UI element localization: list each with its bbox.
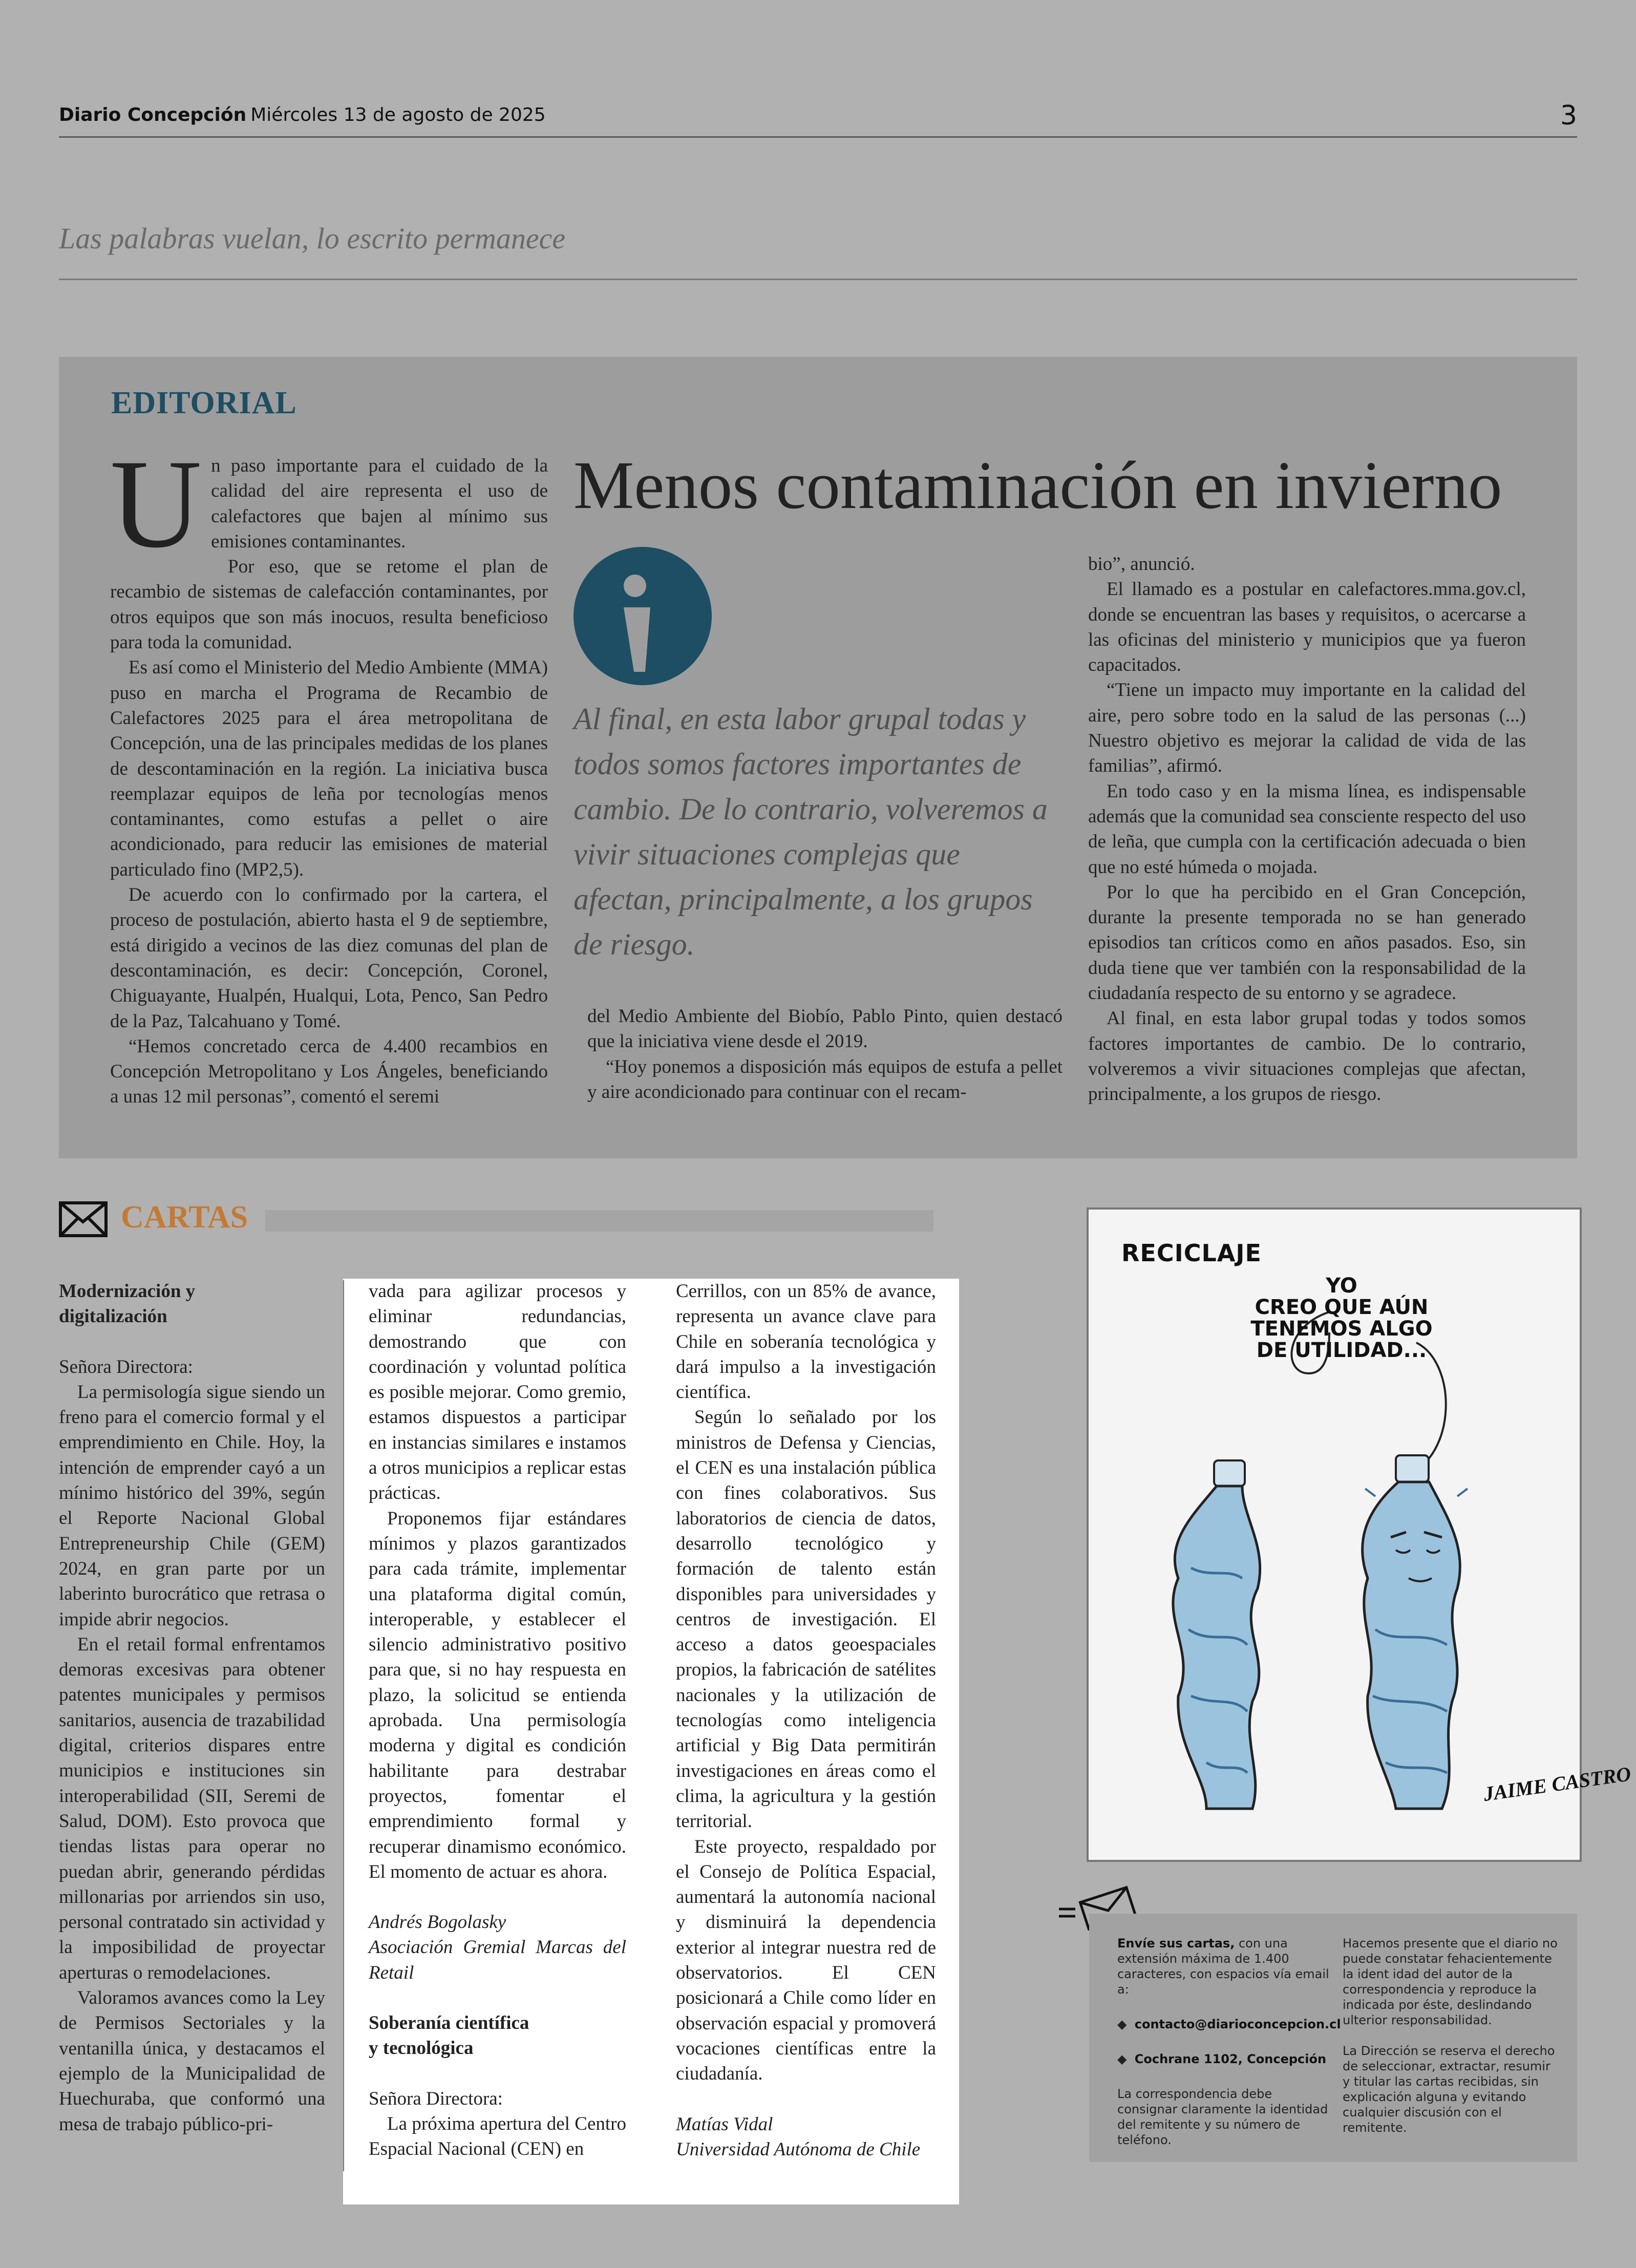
correspondence-note: La correspondencia debe consignar claramente la identidad del remitente y su número de teléfono. xyxy=(1117,2087,1328,2147)
letter-title xyxy=(59,1279,325,1329)
diamond-icon: ◆ xyxy=(1117,2052,1127,2066)
info-i-icon xyxy=(573,544,712,690)
cartas-label: CARTAS xyxy=(121,1200,248,1235)
paragraph: Proponemos fijar estándares mínimos y plazos garantizados para cada trámite, implementar una plataforma digital común, interoperable, y establecer el silencio administrativo positivo para que, si no hay respuesta en plazo, la solicitud se entienda aprobada. Una permisología moderna y digital es condición habilitante para destrabar proyectos, fomentar el emprendimiento formal y recuperar dinamismo económico. El momento de actuar es ahora. xyxy=(369,1508,626,1882)
letter-author: Andrés Bogolasky xyxy=(369,1912,506,1933)
speech-line: TENEMOS ALGO xyxy=(1250,1317,1433,1341)
publication-date: Miércoles 13 de agosto de 2025 xyxy=(250,104,546,125)
contact-address: Cochrane 1102, Concepción xyxy=(1134,2052,1327,2066)
paragraph: El llamado es a postular en calefactores.mma.gov.cl, donde se encuentran las bases y requisitos, o acercarse a las oficinas del ministerio y municipios que ya fueron capacitados. xyxy=(1088,579,1526,676)
editorial-label: EDITORIAL xyxy=(111,386,297,420)
bottle-right xyxy=(1363,1455,1468,1809)
letter-affiliation: Asociación Gremial Marcas del Retail xyxy=(369,1937,626,1983)
paragraph: “Hemos concretado cerca de 4.400 recambios en Concepción Metropolitano y Los Ángeles, beneficiando a unas 12 mil personas”, comentó el seremi xyxy=(110,1035,548,1108)
editorial-column-1 xyxy=(110,433,548,1110)
submission-instructions xyxy=(1117,1936,1341,2148)
paragraph: n paso importante para el cuidado de la calidad del aire representa el uso de calefactores que bajen al mínimo sus emisiones contaminantes. xyxy=(211,455,548,552)
paragraph: Por eso, que se retome el plan de recambio de sistemas de calefacción contaminantes, por otros equipos que son más inocuos, resulta beneficioso para toda la comunidad. xyxy=(110,556,548,653)
editorial-policy xyxy=(1343,1936,1558,2135)
paragraph: bio”, anunció. xyxy=(1088,554,1195,575)
send-heading: Envíe sus cartas, xyxy=(1117,1936,1235,1951)
envelope-icon xyxy=(59,1201,108,1239)
paragraph: En todo caso y en la misma línea, es indispensable además que la comunidad sea consciente respecto del uso de leña, que cumpla con la certificación adecuada o bien que no esté húmeda o mojada. xyxy=(1088,780,1526,878)
paragraph: La próxima apertura del Centro Espacial Nacional (CEN) en xyxy=(369,2113,626,2160)
editorial-title: Menos contaminación en invierno xyxy=(573,447,1502,523)
paragraph: Cerrillos, con un 85% de avance, representa un avance clave para Chile en soberanía tecnológica y dará impulso a la investigación científica. xyxy=(676,1281,936,1403)
salutation: Señora Directora: xyxy=(59,1356,193,1377)
cartoonist-signature: JAIME CASTRO xyxy=(1482,1762,1632,1806)
policy-note: Hacemos presente que el diario no puede constatar fehacientemente la ident idad del autor de la correspondencia y reproduce la indicada por éste, deslindando ulterior responsabilidad. xyxy=(1343,1936,1558,2027)
letter-title-line: y tecnológica xyxy=(369,2038,474,2059)
paragraph: Según lo señalado por los ministros de Defensa y Ciencias, el CEN es una instalación pública con fines colaborativos. Sus laboratorios de ciencia de datos, desarrollo tecnológico y formación de talento están disponibles para universidades y centros de investigación. El acceso a datos geoespaciales propios, la fabricación de satélites nacionales y la utilización de tecnologías como inteligencia artificial y Big Data permitirán investigaciones en áreas como el clima, la agricultura y la gestión territorial. xyxy=(676,1407,936,1832)
publication-name: Diario Concepción xyxy=(59,104,247,125)
letters-column-1 xyxy=(59,1279,325,2137)
letter-author: Matías Vidal xyxy=(676,2113,773,2135)
policy-note: La Dirección se reserva el derecho de seleccionar, extractar, resumir y titular las cartas recibidas, sin explicación alguna y evitando cualquier discusión con el remitente. xyxy=(1343,2044,1555,2135)
paragraph: del Medio Ambiente del Biobío, Pablo Pinto, quien destacó que la iniciativa viene desde el 2019. xyxy=(587,1006,1063,1052)
letters-column-3 xyxy=(676,1279,936,2162)
letter-title-line: Soberanía científica xyxy=(369,2012,529,2034)
speech-line: DE UTILIDAD... xyxy=(1256,1339,1427,1362)
salutation: Señora Directora: xyxy=(369,2088,503,2109)
send-text: con una extensión máxima de 1.400 caracteres, con espacios vía email a: xyxy=(1117,1936,1329,1997)
letter-title-line: digitalización xyxy=(59,1306,167,1327)
page-header xyxy=(59,100,1577,138)
letter-title-line: Modernización y xyxy=(59,1281,196,1302)
diamond-icon: ◆ xyxy=(1117,2017,1127,2031)
paragraph: Al final, en esta labor grupal todas y todos somos factores importantes de cambio. De lo contrario, volveremos a vivir situaciones complejas que afectan, principalmente, a los grupos de riesgo. xyxy=(1088,1008,1526,1105)
paragraph: “Hoy ponemos a disposición más equipos de estufa a pellet y aire acondicionado para continuar con el recam- xyxy=(587,1056,1063,1103)
speech-line: CREO QUE AÚN xyxy=(1255,1296,1429,1319)
speech-line: YO xyxy=(1326,1274,1357,1298)
paragraph: Por lo que ha percibido en el Gran Concepción, durante la presente temporada no se han generado episodios tan críticos como en años pasados. Eso, sin duda tiene que ver también con la responsabilidad de la ciudadanía respecto de su entorno y se agradece. xyxy=(1088,881,1526,1004)
paragraph: “Tiene un impacto muy importante en la calidad del aire, pero sobre todo en la salud de las personas (...) Nuestro objetivo es mejorar la calidad de vida de las familias”, afirmó. xyxy=(1088,680,1526,777)
paragraph: Este proyecto, respaldado por el Consejo de Política Espacial, aumentará la autonomía nacional y disminuirá la dependencia exterior al integrar nuestra red de observatorios. El CEN posicionará a Chile como líder en observación espacial y promoverá vocaciones científicas entre la ciudadanía. xyxy=(676,1836,936,2085)
page-number: 3 xyxy=(1560,100,1577,131)
cartoon-title: RECICLAJE xyxy=(1121,1239,1262,1267)
speech-bubble xyxy=(1249,1275,1434,1361)
paragraph: Valoramos avances como la Ley de Permisos Sectoriales y la ventanilla única, y destacamos el ejemplo de la Municipalidad de Huechuraba, que conformó una mesa de trabajo público-pri- xyxy=(59,1987,325,2135)
letter-affiliation: Universidad Autónoma de Chile xyxy=(676,2138,921,2160)
paragraph: De acuerdo con lo confirmado por la cartera, el proceso de postulación, abierto hasta el 9 de septiembre, está dirigido a vecinos de las diez comunas del plan de descontaminación, es decir: Concepción, Coronel, Chiguayante, Hualpén, Hualqui, Lota, Penco, San Pedro de la Paz, Talcahuano y Tomé. xyxy=(110,884,548,1032)
editorial-column-2 xyxy=(587,1004,1063,1105)
letter-title xyxy=(369,2010,626,2061)
drop-cap: U xyxy=(110,433,202,574)
paragraph: vada para agilizar procesos y eliminar redundancias, demostrando que con coordinación y voluntad política es posible mejorar. Como gremio, estamos dispuestos a participar en instancias similares e instamos a otros municipios a replicar estas prácticas. xyxy=(369,1281,626,1504)
letters-column-2 xyxy=(369,1279,626,2162)
column-divider xyxy=(343,1280,344,2171)
paragraph: La permisología sigue siendo un freno para el comercio formal y el emprendimiento en Chile. Hoy, la intención de emprender cayó a un mínimo histórico del 39%, según el Reporte Nacional Global Entrepreneurship Chile (GEM) 2024, en gran parte por un laberinto burocrático que retrasa o impide abrir negocios. xyxy=(59,1381,325,1630)
paragraph: En el retail formal enfrentamos demoras excesivas para obtener patentes municipales y permisos sanitarios, ausencia de trazabilidad digital, criterios dispares entre municipios e instituciones sin interoperabilidad (SII, Seremi de Salud, DOM). Esto provoca que tiendas listas para operar no puedan abrir, generando pérdidas millonarias por arriendos sin uso, personal contratado sin actividad y la imposibilidad de proyectar aperturas o remodelaciones. xyxy=(59,1634,325,1983)
editorial-column-3 xyxy=(1088,552,1526,1107)
pull-quote: Al final, en esta labor grupal todas y todos somos factores importantes de cambio. De lo contrario, volveremos a vivir situaciones complejas que afectan, principalmente, a los grupos de riesgo. xyxy=(573,702,1048,961)
contact-email[interactable]: contacto@diarioconcepcion.cl xyxy=(1134,2017,1341,2031)
section-motto: Las palabras vuelan, lo escrito permanece xyxy=(59,221,1577,280)
cartas-bar xyxy=(265,1210,933,1232)
paragraph: Es así como el Ministerio del Medio Ambiente (MMA) puso en marcha el Programa de Recambio de Calefactores 2025 para el área metropolitana de Concepción, una de las principales medidas de los planes de descontaminación en la región. La iniciativa busca reemplazar equipos de leña por tecnologías menos contaminantes, como estufas a pellet o aire acondicionado, para reducir las emisiones de material particulado fino (MP2,5). xyxy=(110,657,548,880)
bottle-left xyxy=(1173,1460,1260,1809)
